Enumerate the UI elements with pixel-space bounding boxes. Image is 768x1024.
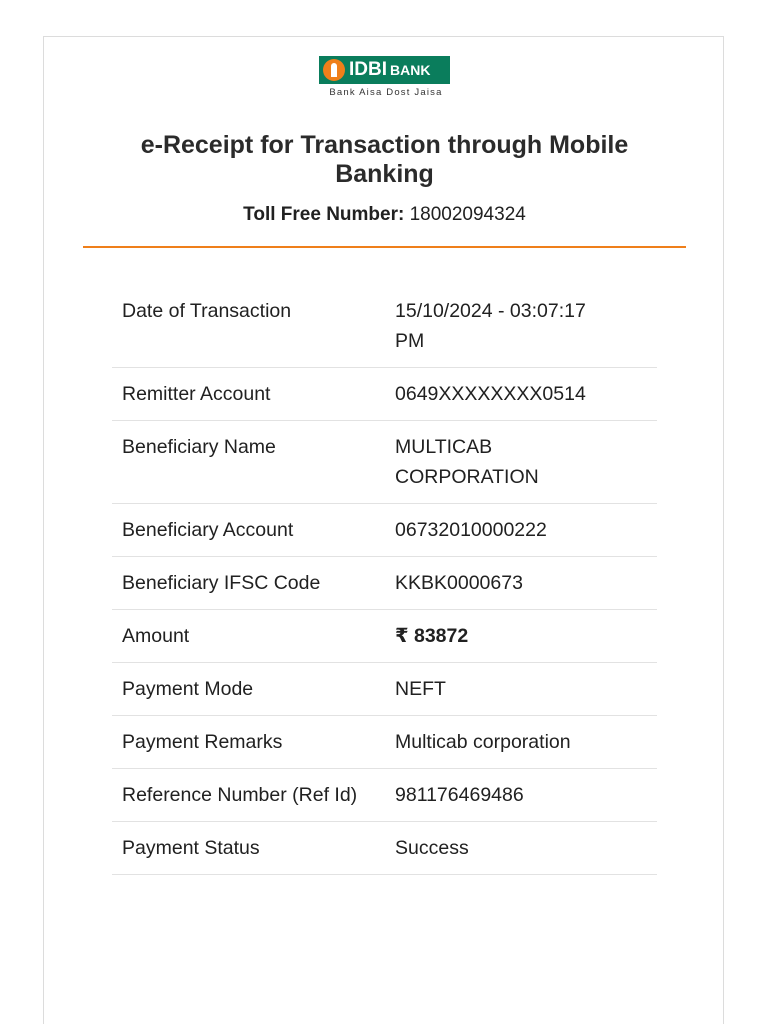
toll-free-number: 18002094324 [409, 204, 526, 225]
idbi-logo-icon [323, 59, 345, 81]
header-divider [83, 246, 686, 248]
detail-label: Beneficiary Name [122, 436, 276, 458]
detail-value: 15/10/2024 - 03:07:17 PM [395, 300, 586, 352]
detail-label: Beneficiary Account [122, 519, 294, 541]
detail-label: Payment Mode [122, 678, 254, 700]
detail-row-payment-status [112, 822, 657, 875]
bank-logo [319, 56, 453, 100]
detail-row-date [112, 285, 657, 368]
detail-row-beneficiary-account [112, 504, 657, 557]
detail-row-amount [112, 610, 657, 663]
logo-bank-name: IDBI [349, 59, 387, 80]
detail-value: NEFT [395, 678, 446, 700]
detail-label: Beneficiary IFSC Code [122, 572, 321, 594]
bank-tagline: Bank Aisa Dost Jaisa [329, 87, 443, 98]
detail-row-payment-mode [112, 663, 657, 716]
logo-badge [319, 56, 450, 84]
detail-label: Date of Transaction [122, 300, 292, 322]
receipt-title: e-Receipt for Transaction through Mobile Banking [140, 131, 629, 188]
payment-status-value: Success [395, 837, 469, 859]
transaction-details-table [112, 285, 657, 875]
detail-label: Remitter Account [122, 383, 271, 405]
detail-row-ifsc-code [112, 557, 657, 610]
logo-bank-suffix: BANK [390, 62, 431, 78]
detail-value: 0649XXXXXXXX0514 [395, 383, 586, 405]
detail-label: Reference Number (Ref Id) [122, 784, 358, 806]
detail-value: KKBK0000673 [395, 572, 523, 594]
detail-value: MULTICAB CORPORATION [395, 436, 539, 488]
detail-row-reference-number [112, 769, 657, 822]
detail-label: Payment Remarks [122, 731, 283, 753]
detail-value: 981176469486 [395, 784, 524, 806]
receipt-card [43, 36, 724, 1024]
amount-value: ₹ 83872 [395, 625, 469, 647]
detail-value: Multicab corporation [395, 731, 571, 753]
detail-row-beneficiary-name [112, 421, 657, 504]
toll-free-line [44, 204, 725, 226]
logo-text [349, 59, 430, 81]
detail-row-payment-remarks [112, 716, 657, 769]
detail-value: 06732010000222 [395, 519, 547, 541]
detail-label: Amount [122, 625, 190, 647]
detail-label: Payment Status [122, 837, 260, 859]
detail-row-remitter-account [112, 368, 657, 421]
toll-free-label: Toll Free Number: [243, 204, 405, 225]
